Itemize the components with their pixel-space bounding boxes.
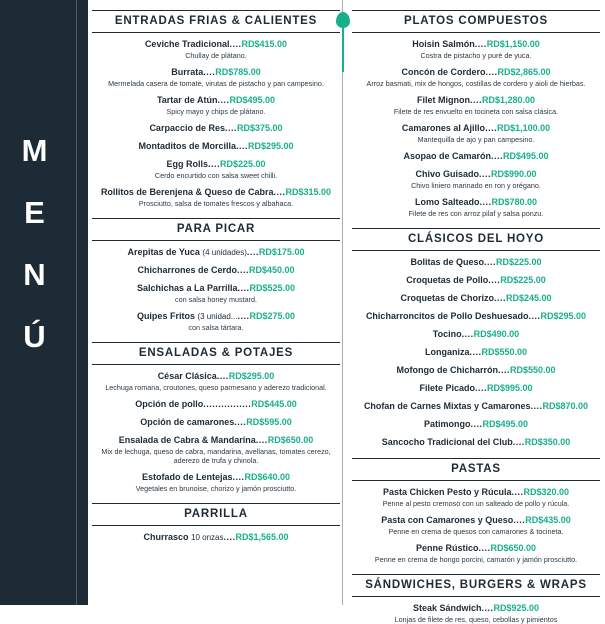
menu-item-name: Bolitas de Queso xyxy=(410,257,484,267)
section-items xyxy=(352,603,600,624)
menu-item-name: Lomo Salteado xyxy=(414,197,480,207)
menu-item-price: RD$925.00 xyxy=(493,603,540,613)
menu-item[interactable] xyxy=(92,187,340,208)
menu-item-name: Pasta con Camarones y Queso xyxy=(381,515,514,525)
menu-item[interactable] xyxy=(92,123,340,134)
leader-dots: .... xyxy=(237,311,250,321)
menu-item-description: Mermelada casera de tomate, virutas de pistacho y pan campesino. xyxy=(108,79,324,88)
menu-item-line xyxy=(92,67,340,78)
menu-item[interactable] xyxy=(352,365,600,376)
leader-dots: .... xyxy=(223,532,236,542)
menu-item-name: Opción de pollo xyxy=(135,399,204,409)
menu-item-name: Tartar de Atún xyxy=(156,95,218,105)
menu-item-description: Chivo liniero marinado en ron y orégano. xyxy=(411,181,541,190)
menu-item[interactable] xyxy=(92,311,340,332)
leader-dots: .... xyxy=(528,311,541,321)
menu-item-line xyxy=(352,311,600,322)
menu-item-description: con salsa honey mustard. xyxy=(175,295,257,304)
menu-item-description: Cerdo encurtido con salsa sweet chilli. xyxy=(154,171,278,180)
menu-item-price: RD$350.00 xyxy=(524,437,571,447)
menu-item[interactable] xyxy=(352,311,600,322)
menu-item[interactable] xyxy=(352,39,600,60)
menu-item-price: RD$1,150.00 xyxy=(486,39,540,49)
menu-item-price: RD$320.00 xyxy=(523,487,570,497)
menu-item-name: Croquetas de Chorizo xyxy=(400,293,494,303)
menu-item-line xyxy=(352,275,600,286)
leader-dots: .... xyxy=(235,141,248,151)
menu-item-price: RD$295.00 xyxy=(228,371,275,381)
menu-item[interactable] xyxy=(352,383,600,394)
menu-item[interactable] xyxy=(92,399,340,410)
menu-section-entradas-frias-calientes xyxy=(92,10,340,208)
menu-item-name: Chicharrones de Cerdo xyxy=(137,265,237,275)
section-items xyxy=(352,39,600,218)
menu-item-price: RD$315.00 xyxy=(285,187,332,197)
right-menu-column xyxy=(352,0,600,624)
menu-item[interactable] xyxy=(352,151,600,162)
leader-dots: .... xyxy=(490,151,503,161)
menu-item-line xyxy=(352,515,600,526)
menu-item-line xyxy=(352,151,600,162)
section-items xyxy=(352,257,600,448)
menu-item-price: RD$640.00 xyxy=(244,472,291,482)
leader-dots: .... xyxy=(530,401,543,411)
menu-item-name: Filet Mignon xyxy=(416,95,470,105)
menu-item-description: Costra de pistacho y puré de yuca. xyxy=(420,51,532,60)
menu-item-price: RD$995.00 xyxy=(487,383,533,393)
menu-item[interactable] xyxy=(352,197,600,218)
menu-item-description: Prosciutto, salsa de tomates frescos y albahaca. xyxy=(138,199,294,208)
menu-section-clasicos-del-hoyo xyxy=(352,228,600,448)
menu-item[interactable] xyxy=(352,347,600,358)
menu-item-line xyxy=(92,187,340,198)
menu-item-line xyxy=(92,95,340,106)
menu-item-line xyxy=(352,419,600,430)
section-title: PASTAS xyxy=(352,458,600,481)
menu-item-description: Spicy mayo y chips de plátano. xyxy=(166,107,266,116)
menu-item-price: RD$550.00 xyxy=(509,365,556,375)
menu-item-line xyxy=(352,67,600,78)
menu-item-line xyxy=(352,197,600,208)
menu-item-price: RD$375.00 xyxy=(237,123,283,133)
menu-item[interactable] xyxy=(92,472,340,493)
menu-item-name: Churrasco xyxy=(143,532,189,542)
band-divider-line xyxy=(76,0,77,605)
menu-wordmark xyxy=(0,120,70,368)
menu-item-name: Concón de Cordero xyxy=(401,67,486,77)
menu-item-price: RD$225.00 xyxy=(219,159,266,169)
menu-item-line xyxy=(92,283,340,294)
menu-item-line xyxy=(352,365,600,376)
menu-item[interactable] xyxy=(352,123,600,144)
menu-item[interactable] xyxy=(352,293,600,304)
menu-item-price: RD$525.00 xyxy=(249,283,296,293)
menu-item-name: Tocino xyxy=(432,329,462,339)
menu-item-name: Rollitos de Berenjena & Queso de Cabra xyxy=(100,187,274,197)
menu-item[interactable] xyxy=(92,159,340,180)
menu-item-price: RD$245.00 xyxy=(505,293,552,303)
menu-item-price: RD$225.00 xyxy=(496,257,542,267)
leader-dots: .... xyxy=(474,383,487,393)
menu-item-description: Mantequilla de ajo y pan campesino. xyxy=(417,135,535,144)
leader-dots: .... xyxy=(217,95,230,105)
leader-dots: .... xyxy=(512,437,525,447)
menu-item-line xyxy=(352,95,600,106)
menu-item-line xyxy=(352,169,600,180)
menu-item-line xyxy=(92,247,340,258)
section-title: SÁNDWICHES, BURGERS & WRAPS xyxy=(352,574,600,597)
menu-item-line xyxy=(92,435,340,446)
leader-dots: .... xyxy=(273,187,286,197)
section-title: ENTRADAS FRIAS & CALIENTES xyxy=(92,10,340,33)
menu-item[interactable] xyxy=(92,371,340,392)
menu-item-line xyxy=(92,123,340,134)
menu-item-name: Salchichas a La Parrilla xyxy=(136,283,238,293)
menu-item-description: Filete de res con arroz pilaf y salsa ponzu. xyxy=(408,209,544,218)
menu-item-price: RD$780.00 xyxy=(491,197,538,207)
menu-item-name: Filete Picado xyxy=(419,383,475,393)
menu-item-line xyxy=(352,487,600,498)
menu-item-line xyxy=(352,293,600,304)
menu-item-name: Ensalada de Cabra & Mandarina xyxy=(118,435,256,445)
menu-item-name: Patimongo xyxy=(423,419,471,429)
leader-dots: .... xyxy=(474,39,487,49)
leader-dots: .... xyxy=(485,123,498,133)
menu-item-description: con salsa tártara. xyxy=(188,323,244,332)
menu-item-price: RD$1,280.00 xyxy=(481,95,536,105)
menu-item-description: Penne en crema de hongo porcini, camarón y jamón prosciutto. xyxy=(374,555,578,564)
leader-dots: .... xyxy=(493,293,506,303)
menu-section-sandwiches-burgers-wraps xyxy=(352,574,600,624)
menu-item-name: Penne Rústico xyxy=(415,543,479,553)
menu-item-price: RD$275.00 xyxy=(249,311,296,321)
menu-item-price: RD$435.00 xyxy=(525,515,571,525)
menu-item[interactable] xyxy=(352,419,600,430)
menu-item-price: RD$495.00 xyxy=(503,151,549,161)
menu-item-description: Arroz basmati, mix de hongos, costillas de cordero y aioli de hierbas. xyxy=(366,79,586,88)
leader-dots: .... xyxy=(497,365,510,375)
leader-dots: .... xyxy=(478,169,491,179)
menu-item-description: Mix de lechuga, queso de cabra, mandarina, avellanas, tomates cerezo, aderezo de trufa y chinola. xyxy=(101,447,331,465)
leader-dots: .... xyxy=(513,515,526,525)
menu-item-line xyxy=(92,371,340,382)
menu-item-line xyxy=(92,532,340,543)
menu-item[interactable] xyxy=(92,67,340,88)
menu-item-price: RD$445.00 xyxy=(251,399,297,409)
menu-item-quantity: 10 onzas xyxy=(191,533,224,542)
menu-item-line xyxy=(352,329,600,340)
menu-item-line xyxy=(92,417,340,428)
menu-letter-u: Ú xyxy=(23,319,47,354)
menu-item-name: Opción de camarones xyxy=(140,417,235,427)
menu-item-line xyxy=(352,603,600,614)
center-divider xyxy=(342,0,343,605)
menu-item-price: RD$495.00 xyxy=(482,419,529,429)
menu-item-price: RD$225.00 xyxy=(500,275,546,285)
menu-item[interactable] xyxy=(92,141,340,152)
leader-dots: .... xyxy=(483,257,496,267)
menu-item-name: Sancocho Tradicional del Club xyxy=(381,437,513,447)
menu-item[interactable] xyxy=(352,437,600,448)
section-items xyxy=(92,39,340,208)
menu-item-price: RD$490.00 xyxy=(473,329,520,339)
menu-item-line xyxy=(352,347,600,358)
menu-item[interactable] xyxy=(352,515,600,536)
menu-item[interactable] xyxy=(92,265,340,276)
menu-item-name: Chofan de Carnes Mixtas y Camarones xyxy=(363,401,531,411)
menu-item-line xyxy=(92,159,340,170)
section-title: PARA PICAR xyxy=(92,218,340,241)
menu-item-line xyxy=(92,39,340,50)
menu-item-name: Asopao de Camarón xyxy=(403,151,491,161)
leader-dots: .... xyxy=(461,329,474,339)
leader-dots: .... xyxy=(469,95,482,105)
menu-item-name: Chicharroncitos de Pollo Deshuesado xyxy=(365,311,529,321)
menu-section-platos-compuestos xyxy=(352,10,600,218)
menu-item[interactable] xyxy=(352,401,600,412)
menu-item-price: RD$175.00 xyxy=(258,247,305,257)
leader-dots: .... xyxy=(246,247,259,257)
menu-item-description: Penne en crema de quesos con camarones & tocineta. xyxy=(388,527,564,536)
menu-item[interactable] xyxy=(92,247,340,258)
menu-item[interactable] xyxy=(352,169,600,190)
section-title: PLATOS COMPUESTOS xyxy=(352,10,600,33)
menu-item-line xyxy=(352,123,600,134)
menu-item-description: Lonjas de filete de res, queso, cebollas y pimientos xyxy=(394,615,558,624)
menu-item-name: Montaditos de Morcilla xyxy=(138,141,236,151)
menu-item-price: RD$495.00 xyxy=(229,95,276,105)
section-title: ENSALADAS & POTAJES xyxy=(92,342,340,365)
menu-item-name: Hoisin Salmón xyxy=(412,39,475,49)
menu-item[interactable] xyxy=(92,39,340,60)
menu-item-price: RD$870.00 xyxy=(542,401,589,411)
menu-item-line xyxy=(352,39,600,50)
leader-dots: .... xyxy=(255,435,268,445)
leader-dots: .... xyxy=(470,419,483,429)
menu-item-line xyxy=(352,437,600,448)
menu-item[interactable] xyxy=(92,417,340,428)
menu-item-name: Mofongo de Chicharrón xyxy=(396,365,498,375)
menu-item-description: Filete de res envuelto en tocineta con salsa clásica. xyxy=(393,107,559,116)
leader-dots: .... xyxy=(234,417,247,427)
menu-item-price: RD$990.00 xyxy=(490,169,537,179)
leader-dots: .... xyxy=(216,371,229,381)
menu-item-price: RD$595.00 xyxy=(246,417,292,427)
menu-item-price: RD$2,865.00 xyxy=(497,67,551,77)
menu-item-line xyxy=(352,257,600,268)
menu-section-para-picar xyxy=(92,218,340,332)
menu-item-name: Croquetas de Pollo xyxy=(406,275,489,285)
menu-item-name: Pasta Chicken Pesto y Rúcula xyxy=(382,487,512,497)
menu-item[interactable] xyxy=(352,329,600,340)
section-title: CLÁSICOS DEL HOYO xyxy=(352,228,600,251)
menu-item-line xyxy=(92,399,340,410)
menu-letter-e: E xyxy=(24,195,46,230)
leader-dots: .... xyxy=(229,39,242,49)
menu-item-name: César Clásica xyxy=(157,371,217,381)
menu-item-price: RD$415.00 xyxy=(241,39,288,49)
menu-item-line xyxy=(92,141,340,152)
menu-item[interactable] xyxy=(352,257,600,268)
menu-item-price: RD$1,100.00 xyxy=(497,123,551,133)
section-items xyxy=(92,532,340,543)
leader-dots: .... xyxy=(232,472,245,482)
menu-item[interactable] xyxy=(352,543,600,564)
menu-item[interactable] xyxy=(352,95,600,116)
menu-item-price: RD$650.00 xyxy=(267,435,314,445)
leader-dots: .... xyxy=(224,123,237,133)
menu-item[interactable] xyxy=(92,532,340,543)
menu-item-name: Quipes Fritos xyxy=(136,311,195,321)
menu-item-price: RD$295.00 xyxy=(540,311,587,321)
menu-item[interactable] xyxy=(352,603,600,624)
left-menu-column xyxy=(92,0,340,605)
menu-item-price: RD$785.00 xyxy=(215,67,261,77)
menu-item-price: RD$550.00 xyxy=(481,347,528,357)
menu-item-name: Arepitas de Yuca xyxy=(127,247,200,257)
leader-dots: .... xyxy=(203,67,216,77)
menu-section-ensaladas-potajes xyxy=(92,342,340,493)
menu-item-description: Lechuga romana, croutones, queso parmesano y aderezo tradicional. xyxy=(105,383,327,392)
menu-item-price: RD$650.00 xyxy=(490,543,537,553)
menu-item-line xyxy=(352,401,600,412)
menu-item-price: RD$295.00 xyxy=(247,141,294,151)
section-items xyxy=(92,247,340,332)
menu-item-name: Carpaccio de Res xyxy=(149,123,225,133)
leader-dots: .... xyxy=(478,543,491,553)
menu-item[interactable] xyxy=(352,275,600,286)
menu-item-name: Steak Sándwich xyxy=(412,603,482,613)
leader-dots: .... xyxy=(488,275,501,285)
leader-dots: .... xyxy=(207,159,220,169)
menu-letter-n: N xyxy=(23,257,47,292)
menu-item-line xyxy=(352,383,600,394)
menu-section-parrilla xyxy=(92,503,340,543)
menu-letter-m: M xyxy=(21,133,49,168)
leader-dots: .... xyxy=(485,67,498,77)
section-items xyxy=(352,487,600,564)
menu-item-line xyxy=(92,265,340,276)
menu-item-name: Chivo Guisado xyxy=(415,169,479,179)
menu-item-description: Vegetales en brunoise, chorizo y jamón prosciutto. xyxy=(135,484,297,493)
leader-dots: .... xyxy=(469,347,482,357)
menu-item[interactable] xyxy=(92,95,340,116)
menu-item[interactable] xyxy=(352,487,600,508)
leader-dots: ................ xyxy=(203,399,252,409)
menu-section-pastas xyxy=(352,458,600,564)
menu-item-price: RD$450.00 xyxy=(249,265,295,275)
menu-item-quantity: (4 unidades) xyxy=(202,248,247,257)
menu-item-quantity: (3 unidad... xyxy=(197,312,238,321)
menu-item[interactable] xyxy=(92,283,340,304)
leader-dots: .... xyxy=(236,265,249,275)
menu-item[interactable] xyxy=(92,435,340,465)
menu-item-line xyxy=(92,311,340,322)
menu-item-line xyxy=(352,543,600,554)
menu-item-name: Camarones al Ajillo xyxy=(401,123,486,133)
leader-dots: .... xyxy=(237,283,250,293)
menu-item-description: Penne al pesto cremoso con un salteado de pollo y rúcula. xyxy=(382,499,570,508)
menu-item-name: Ceviche Tradicional xyxy=(144,39,230,49)
menu-item-description: Chullay de plátano. xyxy=(185,51,247,60)
menu-item-line xyxy=(92,472,340,483)
menu-item-price: RD$1,565.00 xyxy=(235,532,289,542)
menu-item-name: Longaniza xyxy=(424,347,470,357)
section-items xyxy=(92,371,340,493)
menu-item[interactable] xyxy=(352,67,600,88)
section-title: PARRILLA xyxy=(92,503,340,526)
leader-dots: .... xyxy=(481,603,494,613)
leader-dots: .... xyxy=(511,487,524,497)
leader-dots: .... xyxy=(479,197,492,207)
menu-item-name: Estofado de Lentejas xyxy=(141,472,233,482)
menu-item-name: Burrata xyxy=(171,67,204,77)
menu-item-name: Egg Rolls xyxy=(166,159,208,169)
